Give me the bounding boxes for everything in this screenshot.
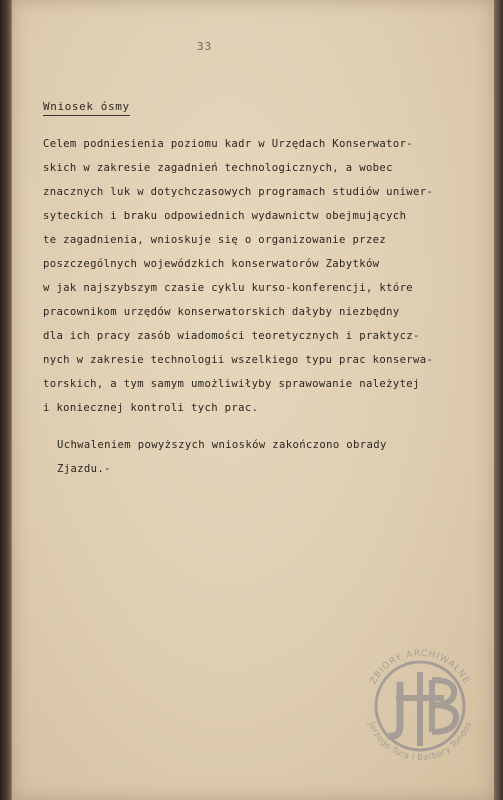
monogram-j — [388, 682, 400, 736]
text-line: torskich, a tym samym umożliwiłyby sprawowanie należytej — [43, 378, 420, 390]
text-line: poszczególnych wojewódzkich konserwatorów Zabytków — [43, 258, 380, 270]
text-line: Zjazdu.- — [57, 463, 111, 475]
text-line: syteckich i braku odpowiednich wydawnictw obejmujących — [43, 210, 407, 222]
text-line: te zagadnienia, wnioskuje się o organizowanie przez — [43, 234, 387, 246]
text-line: Uchwaleniem powyższych wniosków zakończono obrady — [57, 439, 387, 451]
page-number: 33 — [197, 40, 213, 53]
text-line: Celem podniesienia poziomu kadr w Urzędach Konserwator- — [43, 138, 414, 150]
paper-sheet — [12, 0, 494, 800]
text-line: znacznych luk w dotychczasowych programach studiów uniwer- — [43, 186, 434, 198]
text-line: dla ich pracy zasób wiadomości teoretycznych i praktycz- — [43, 330, 420, 342]
paragraph-1 — [43, 132, 453, 420]
text-line: nych w zakresie technologii wszelkiego typu prac konserwa- — [43, 354, 434, 366]
text-line: w jak najszybszym czasie cyklu kurso-konferencji, które — [43, 282, 414, 294]
paragraph-2 — [57, 433, 467, 481]
stamp-bottom-text: Jerzego Tura i Barbary Tondos — [365, 720, 475, 764]
text-line: i koniecznej kontroli tych prac. — [43, 402, 259, 414]
archive-stamp-graphic — [356, 642, 484, 770]
stamp-top-text: ZBIORY ARCHIWALNE — [368, 648, 472, 687]
monogram-b — [432, 680, 456, 732]
archive-stamp — [356, 642, 484, 770]
text-line: skich w zakresie zagadnień technologicznych, a wobec — [43, 162, 393, 174]
text-line: pracownikom urzędów konserwatorskich dałyby niezbędny — [43, 306, 400, 318]
section-heading: Wniosek ósmy — [43, 100, 130, 113]
